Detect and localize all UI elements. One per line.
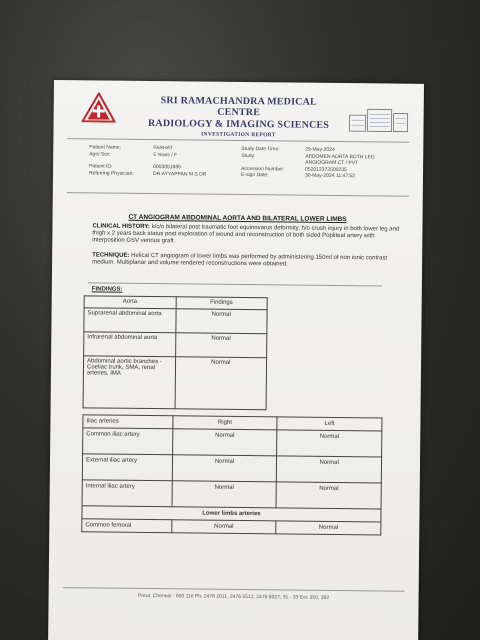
right-finding: Normal: [172, 455, 277, 482]
report-sheet: [48, 80, 424, 640]
patient-name-label: Patient Name:: [89, 144, 122, 151]
hospital-name: SRI RAMACHANDRA MEDICAL CENTRE: [160, 95, 317, 119]
study-info: [241, 146, 405, 180]
report-type: INVESTIGATION REPORT: [201, 131, 276, 139]
right-finding: Normal: [172, 481, 277, 508]
accession-label: Accession Number:: [241, 165, 285, 172]
artery-name: External iliac artery: [82, 454, 172, 481]
technique-text: Helical CT angiogram of lower limbs was performed by administering 150ml of non ionic contrast medium. Multiplanar and volume rendered reconstructions were obtained.: [92, 252, 388, 268]
aorta-segment-finding: Normal: [175, 309, 267, 334]
patient-id-label: Patient ID:: [89, 163, 113, 170]
aorta-segment-name: Infrarenal abdominal aorta: [84, 332, 176, 357]
info-divider: [67, 192, 409, 197]
left-finding: Normal: [277, 456, 382, 483]
table-row: [84, 332, 267, 358]
table-row: [82, 454, 381, 483]
left-finding: Normal: [277, 430, 382, 457]
physician-label: Referring Physician:: [88, 169, 134, 177]
study-label: Study:: [241, 152, 256, 159]
header-divider: [67, 138, 409, 143]
right-finding: Normal: [172, 429, 277, 456]
study-date-value: 29-May-2024: [305, 146, 335, 153]
aorta-segment-name: Suprarenal abdominal aorta: [84, 308, 176, 333]
patient-name-value: FARHAT: [153, 145, 173, 152]
findings-column-header: Findings: [176, 297, 268, 310]
aorta-column-header: Aorta: [84, 296, 176, 309]
left-finding: Normal: [276, 521, 381, 535]
technique-label: TECHNIQUE:: [92, 252, 130, 259]
age-sex-value: 5 Years / F: [153, 151, 178, 158]
study-value-line1: ABDOMEN AORTA BOTH LEG: [305, 153, 375, 160]
iliac-table: [81, 414, 382, 535]
esign-value: 30-May-2024 11:47:52: [304, 172, 355, 180]
clinical-history: [92, 223, 400, 248]
physician-value: DR.AYYAPPAN M S DR: [152, 170, 207, 178]
table-row: [82, 480, 381, 509]
aorta-segment-name: Abdominal aortic branches - Coeliac trunk, SMA, renal arteries, IMA: [83, 356, 175, 409]
right-column-header: Right: [173, 416, 278, 430]
history-label: CLINICAL HISTORY:: [92, 223, 150, 231]
right-finding: Normal: [171, 520, 276, 534]
esign-label: E-sign Date:: [240, 171, 269, 179]
footer-address: Porur, Chennai - 600 116 Ph: 2476 2011, 2476 5512, 2476 8027, 31 - 33 Ext: 350, 392: [138, 592, 330, 601]
left-column-header: Left: [277, 417, 382, 431]
study-date-label: Study Date Time:: [241, 145, 280, 153]
patient-id-value: 0003051885: [153, 164, 181, 171]
left-finding: Normal: [276, 482, 381, 509]
artery-name: Common femoral: [82, 519, 172, 533]
history-text: k/c/o bilateral post traumatic foot equinovarus deformity, h/o crush injury in both lower leg and thigh x 2 years back status post exploration of wound and reconstruction of both sided Popliteal artery with interposition GSV venous graft.: [92, 224, 400, 245]
building-illustration-icon: [347, 103, 409, 134]
findings-divider: [88, 282, 382, 286]
table-row: [83, 428, 382, 457]
artery-name: Internal iliac artery: [82, 480, 172, 507]
patient-info: [89, 144, 253, 178]
aorta-table: [83, 295, 268, 410]
accession-value: 052012372500235: [305, 166, 347, 173]
department-name: RADIOLOGY & IMAGING SCIENCES: [147, 117, 330, 131]
footer-divider: [63, 587, 405, 592]
artery-name: Common iliac artery: [83, 428, 173, 455]
study-value-line2: ANGIOGRAM CT / PVT: [305, 159, 359, 167]
aorta-segment-finding: Normal: [175, 333, 267, 358]
hospital-logo-icon: [82, 92, 116, 122]
table-row: [82, 519, 381, 535]
age-sex-label: Age/ Sex:: [89, 150, 111, 158]
report-title: CT ANGIOGRAM ABDOMINAL AORTA AND BILATERAL LOWER LIMBS: [128, 213, 347, 224]
iliac-column-header: Iliac arteries: [83, 415, 173, 429]
technique: [92, 252, 400, 270]
aorta-segment-finding: Normal: [175, 357, 267, 410]
table-row: [84, 308, 267, 334]
lower-limbs-section-header: Lower limbs arteries: [82, 506, 381, 522]
hospital-header: [143, 95, 333, 139]
table-row: [83, 356, 267, 410]
findings-label: FINDINGS:: [91, 286, 123, 293]
